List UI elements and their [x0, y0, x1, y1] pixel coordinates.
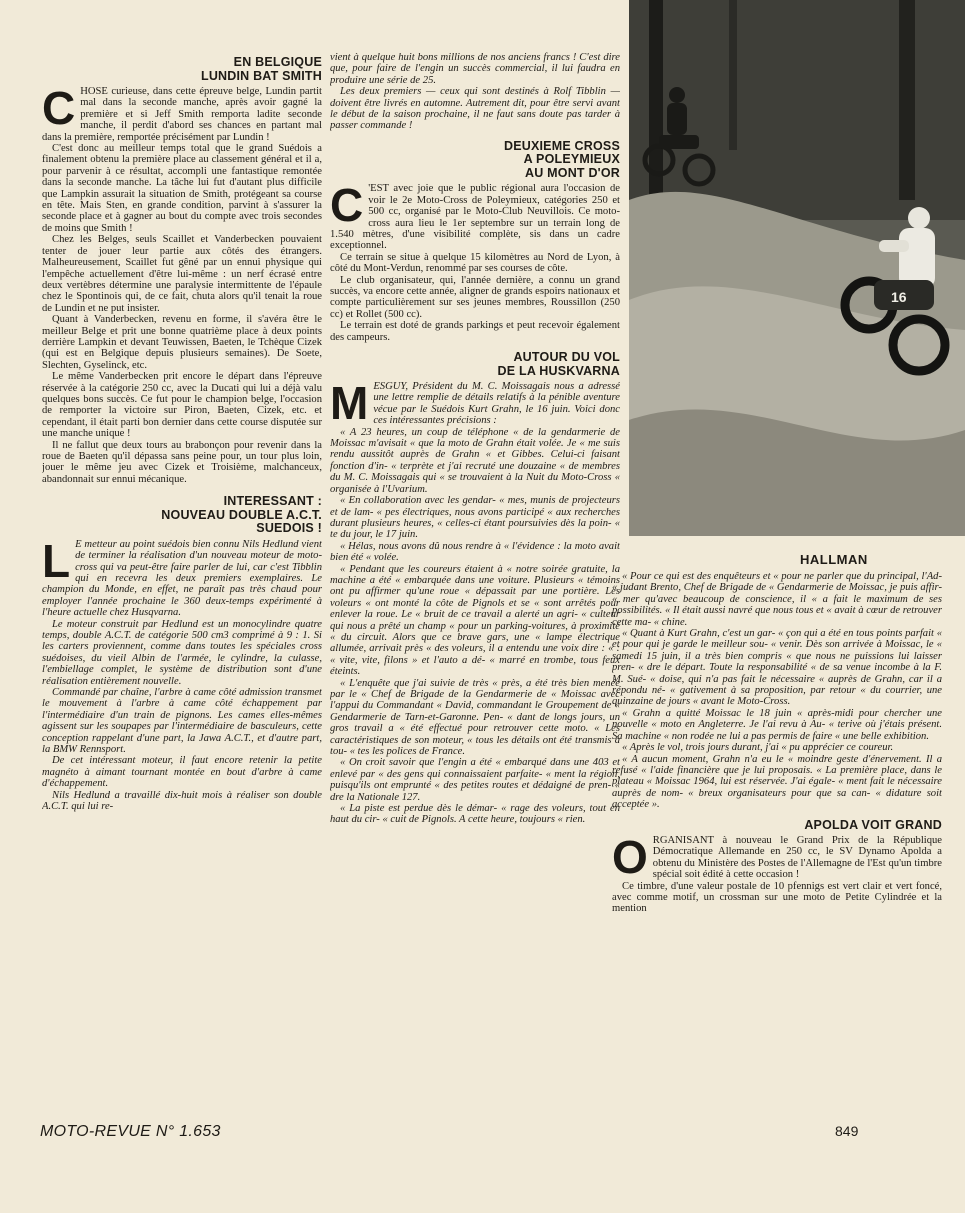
paragraph: « Après le vol, trois jours durant, j'ai « pu apprécier ce coureur.: [622, 742, 894, 754]
paragraph: Le terrain est doté de grands parkings et peut recevoir également des campeurs.: [330, 320, 620, 343]
article-body-apolda: [612, 831, 942, 915]
paragraph: « En collaboration avec les gendar- « mes, munis de projecteurs et de lam- « pes électriques, nous avons participé « aux recherches durant plusieurs heures, « celles-ci étant poursuivies dès la poin- « te du jour, le 17 juin.: [330, 495, 620, 541]
title-line: DE LA HUSKVARNA: [497, 363, 620, 378]
drop-cap: O: [612, 831, 648, 884]
article-title-apolda: APOLDA VOIT GRAND: [804, 817, 942, 832]
title-line: SUEDOIS !: [256, 521, 322, 536]
title-line: LUNDIN BAT SMITH: [200, 68, 322, 83]
title-line: INTERESSANT :: [223, 494, 322, 509]
article-title-double-act: [42, 495, 322, 536]
article-title-husqvarna: [330, 351, 620, 378]
paragraph: « Pendant que les coureurs étaient à « notre soirée gratuite, la machine a été « embarquée dans une voiture. Plusieurs « témoins ont pu affirmer qu'une roue « dépassait par une portière. Les voleurs « ont monté la côte de Pignols et se « sont arrêtés pour enlever la roue. Le « bruit de ce travail a alerté un agri- « culteur qui nous a prêté un champ « pour un parking-voitures, à proximité « du circuit. Alors que ce brave gars, une « lampe électrique allumée, arrivait près « des voleurs, il a entendu une voix dire : « : « vite, vite, filons » et l'auto a dé- « marré en trombe, tous feux éteints.: [330, 563, 620, 678]
column-middle: [330, 52, 620, 1127]
title-line: NOUVEAU DOUBLE A.C.T.: [161, 507, 322, 522]
paragraph: « On croit savoir que l'engin a été « embarqué dans une 403 et enlevé par « des gens qui connaissaient parfaite- « ment la région, puisqu'ils ont emprunté « des petites routes et dédaigné de pren- « dre la Nationale 127.: [330, 757, 620, 803]
paragraph: Le moteur construit par Hedlund est un monocylindre quatre temps, double A.C.T. de catégorie 500 cm3 comprimé à 9 : 1. Si les carters proviennent, comme dans toutes les spéciales cross suédoises, du vieil Albin de l'armée, le cylindre, la culasse, l'embiellage complet, le système de distribution sont d'une réalisation entièrement nouvelle.: [42, 618, 322, 687]
svg-text:16: 16: [891, 289, 907, 305]
paragraph: ESGUY, Président du M. C. Moissagais nous a adressé une lettre remplie de détails relatifs à la pénible aventure vécue par le Suédois Kurt Grahn, le 16 juin. Voici donc ces intéressantes précisions :: [373, 381, 620, 427]
paragraph: « Grahn a quitté Moissac le 18 juin « après-midi pour chercher une nouvelle « moto en Angleterre. Je l'ai revu à Au- « terive où j'étais présent. Sa machine « non rodée ne lui a pas permis de faire « une belle exhibition.: [612, 707, 942, 742]
article-body-double-act: [42, 534, 322, 813]
title-line: A POLEYMIEUX: [523, 152, 620, 167]
paragraph: « A aucun moment, Grahn n'a eu le « moindre geste d'énervement. Il a refusé « l'aide financière que je lui proposais. « La première place, dans le plateau « Moissac 1964, lui est réservée. J'ai égale- « ment fait le nécessaire auprès de nom- « breux organisateurs pour que sa can- « didature soit acceptée ».: [612, 753, 942, 811]
article-body-husqvarna: [330, 377, 620, 826]
paragraph: C'est donc au meilleur temps total que le grand Suédois a finalement obtenu la première place au classement général et il a, pour parvenir à ce résultat, accompli une fantastique remontée dans la seconde manche. La tâche lui fut d'autant plus difficile que Lampkin assurait la situation de Smith, protégeant sa course en tête. Mais Sten, en grande condition, parvint à s'assurer la seconde place et à gagner au bout du compte avec trois secondes de moins que Smith !: [42, 143, 322, 234]
paragraph: « La piste est perdue dès le démar- « rage des voleurs, tout en haut du cir- « cuit de Pignols. A cette heure, toujours « rien.: [330, 803, 620, 826]
paragraph: Ce terrain se situe à quelque 15 kilomètres au Nord de Lyon, à côté du Mont-Verdun, renommé par ses courses de côte.: [330, 251, 620, 275]
motocross-photo: [629, 0, 965, 536]
paragraph: Nils Hedlund a travaillé dix-huit mois à réaliser son double A.C.T. qui lui re-: [42, 789, 322, 813]
drop-cap: C: [42, 82, 76, 134]
paragraph: « L'enquête que j'ai suivie de très « près, a été très bien menée par le « Chef de Brigade de la Gendarmerie de « Moissac avec l'appui du Commandant « David, commandant le Groupement de « Gendarmerie de Tarn-et-Garonne. Pen- « dant de longs jours, un gros travail a « été effectué pour retrouver cette moto. « Les caractéristiques de son moteur, « tous les détails ont été transmis à tou- « tes les polices de France.: [330, 677, 620, 758]
paragraph: HOSE curieuse, dans cette épreuve belge, Lundin partit mal dans la seconde manche, après avoir gagné la première et si Jeff Smith remporta ladite seconde manche, il perdit d'abord ses chances en partant mal dans la première, remportée précisément par Lundin !: [42, 86, 322, 143]
paragraph: Chez les Belges, seuls Scaillet et Vanderbecken pouvaient tenter de jouer leur partie aux côtés des étrangers. Malheureusement, Scaillet fut gêné par un ennui physique qui l'empêche actuellement d'être lui-même : un nerf écrasé entre deux vertèbres détermine une paralysie intermittente de l'épaule chez le Spontinois qui, de ce fait, chuta alors qu'il tenait la roue de Lundin et ne put insister.: [42, 234, 322, 314]
article-title-lundin: [42, 56, 322, 83]
column-right: [612, 555, 942, 1115]
article-body-poleymieux: [330, 179, 620, 343]
drop-cap: M: [330, 377, 369, 430]
photo-illustration: [629, 0, 965, 536]
paragraph: Il ne fallut que deux tours au brabonçon pour revenir dans la roue de Baeten qu'il dépassa sans peine pour, un tour plus loin, jouer le même jeu avec Cizek et Troisième, malchanceux, abandonnait sur ennui mécanique.: [42, 439, 322, 485]
paragraph: 'EST avec joie que le public régional aura l'occasion de voir le 2e Moto-Cross de Poleymieux, catégories 250 et 500 cc, organisé par le Moto-Club Neuvillois. Ce moto-cross aura lieu le 1er septembre sur un terrain long de 1.540 mètres, d'une visibilité complète, sis dans un cadre exceptionnel.: [330, 183, 620, 252]
paragraph: Le même Vanderbecken prit encore le départ dans l'épreuve réservée à la catégorie 250 cc, avec la Ducati qui lui a déjà valu quelques bons succès. Ce fut pour le champion belge, l'occasion de remporter la victoire sur Piron, Baeten, Cizek, etc. et cependant, il était parti bon dernier dans cette course disputée sur une manche unique !: [42, 371, 322, 440]
title-line: AU MONT D'OR: [525, 165, 620, 180]
paragraph: « A 23 heures, un coup de téléphone « de la gendarmerie de Moissac m'avisait « que la moto de Grahn était volée. Je « me suis rendu aussitôt auprès de Grahn « et Gibbes. Celui-ci faisant fonction d'in- « terprète et j'ai recruté une douzaine « de membres du M. C. Moissagais qui « se trouvaient à la Nuit du Moto-Cross « organisée à l'Uvarium.: [330, 426, 620, 495]
paragraph: vient à quelque huit bons millions de nos anciens francs ! C'est dire que, pour faire de l'engin un succès commercial, il lui faudra en produire une série de 25.: [330, 52, 620, 86]
article-body-lundin: [42, 82, 322, 485]
title-line: AUTOUR DU VOL: [513, 350, 620, 365]
column-left: [42, 52, 322, 1142]
article-body-husqvarna-continued: [612, 571, 942, 811]
paragraph: Les deux premiers — ceux qui sont destinés à Rolf Tibblin — doivent être livrés en automne. Autrement dit, pour être servi avant le début de la saison prochaine, il ne faut sans doute pas tarder à passer commande !: [330, 86, 620, 132]
paragraph: « Quant à Kurt Grahn, c'est un gar- « çon qui a été en tous points parfait « et pour qui je garde le meilleur sou- « venir. Dès son arrivée à Moissac, le « samedi 15 juin, il a très bien compris « que nous ne puissions lui laisser pren- « dre le départ. Toute la responsabilité « de sa venue incombe à la F. M. Sué- « doise, qui n'a pas fait le nécessaire « auprès de Grahn, car il a répondu né- « gativement à sa proposition, par retour « du courrier, une quinzaine de jours « avant le Moto-Cross.: [612, 628, 942, 708]
page-number: 849: [835, 1123, 859, 1139]
paragraph: Quant à Vanderbecken, revenu en forme, il s'avéra être le meilleur Belge et prit une bonne quatrième place à deux points derrière Lampkin et devant Teuwissen, Baeten, le Tchèque Cizek (qui est en Belgique depuis plusieurs semaines). De Soete, Slechten, Gyselinck, etc.: [42, 314, 322, 371]
paragraph: Ce timbre, d'une valeur postale de 10 pfennigs est vert clair et vert foncé, avec comme motif, un crossman sur une moto de Petite Cylindrée et la mention: [612, 880, 942, 915]
title-line: EN BELGIQUE: [233, 55, 322, 69]
paragraph: De cet intéressant moteur, il faut encore retenir la petite magnéto à aimant tournant montée en bout d'arbre à came d'échappement.: [42, 755, 322, 790]
paragraph: « Pour ce qui est des enquêteurs et « pour ne parler que du principal, l'Ad- « judant Brento, Chef de Brigade de « Gendarmerie de Moissac, je puis affir- « mer qu'avec beaucoup de conscience, il « a fait le maximum de ses possibilités. « Il était aussi navré que nous tous et « avait à cœur de retrouver cette ma- « chine.: [612, 571, 942, 628]
title-line: DEUXIEME CROSS: [503, 138, 620, 153]
paragraph: RGANISANT à nouveau le Grand Prix de la République Démocratique Allemande en 250 cc, le SV Dynamo Apolda a obtenu du Ministère des Postes de l'Allemagne de l'Est qu'un timbre spécial soit édité à cette occasion !: [652, 835, 942, 881]
paragraph: Le club organisateur, qui, l'année dernière, a connu un grand succès, va encore cette année, aligner de grands espoirs nationaux et compte particulièrement sur ses jeunes membres, Roussillon (250 cc) et Rollet (500 cc).: [330, 274, 620, 320]
magazine-issue-label: MOTO-REVUE N° 1.653: [40, 1123, 221, 1140]
paragraph: « Hélas, nous avons dû nous rendre à « l'évidence : la moto avait bien été « volée.: [330, 540, 620, 564]
photo-caption: HALLMAN: [800, 552, 868, 567]
article-title-poleymieux: [330, 140, 620, 181]
article-body-double-act-continued: [330, 52, 620, 132]
drop-cap: L: [42, 534, 71, 587]
paragraph: E metteur au point suédois bien connu Nils Hedlund vient de terminer la réalisation d'un nouveau moteur de moto-cross qui va peut-être faire parler de lui, car c'est Tibblin qui en recevra les deux premiers exemplaires. Le champion du Monde, en effet, ne paraît pas très chaud pour employer l'année prochaine le 360 deux-temps expérimenté à l'heure actuelle chez Husqvarna.: [42, 538, 322, 619]
paragraph: Commandé par chaîne, l'arbre à came côté admission transmet le mouvement à l'arbre à came côté échappement par l'intermédiaire d'un train de pignons. Les cames elles-mêmes agissent sur les soupapes par l'intermédiaire de basculeurs, cette conception rappelant d'une part, la Jawa A.C.T., et d'autre part, la BMW Rennsport.: [42, 687, 322, 756]
drop-cap: C: [330, 179, 364, 232]
